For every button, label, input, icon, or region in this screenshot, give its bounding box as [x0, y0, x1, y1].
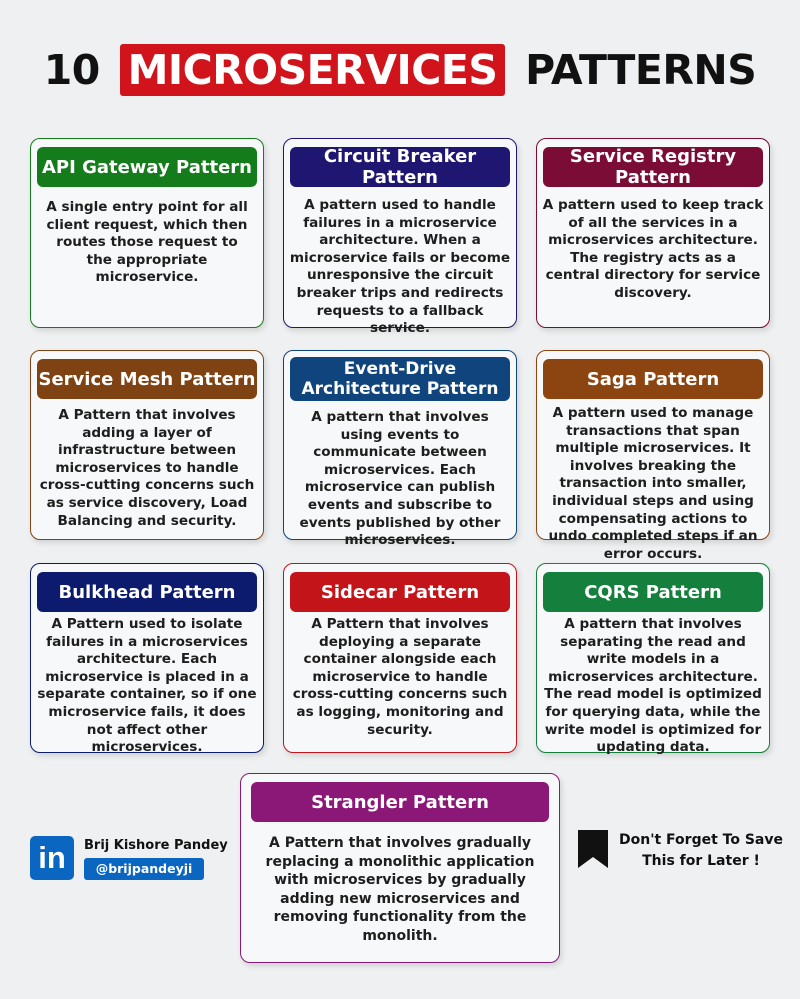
title-prefix: 10 — [43, 46, 100, 94]
card-description: A Pattern that involves deploying a separate container alongside each microservice to handle cross-cutting concerns such as logging, monitoring and security. — [292, 616, 508, 738]
card-event-driven — [283, 350, 517, 549]
card-description: A pattern used to handle failures in a microservice architecture. When a microservice fails or become unresponsive the circuit breaker trips and redirects requests to a fallback service. — [289, 197, 511, 337]
card-sidecar — [283, 563, 517, 753]
card-description: A Pattern that involves adding a layer of infrastructure between microservices to handle cross-cutting concerns such as service discovery, Load Balancing and security. — [39, 407, 255, 529]
card-description: A Pattern used to isolate failures in a microservices architecture. Each microservice is placed in a separate container, so if one microservice fails, it does not affect other microservices. — [37, 616, 257, 756]
card-strangler — [240, 773, 560, 963]
save-note: Don't Forget To Save This for Later ! — [619, 832, 783, 869]
card-description: A pattern used to keep track of all the services in a microservices architecture. The registry acts as a central directory for service discovery. — [542, 197, 764, 301]
title-highlight: MICROSERVICES — [120, 44, 506, 96]
card-description: A Pattern that involves gradually replacing a monolithic application with microservices by gradually adding new microservices and removing functionality from the monolith. — [265, 835, 535, 944]
card-title: Bulkhead Pattern — [37, 572, 257, 612]
card-cqrs — [536, 563, 770, 756]
author-handle[interactable]: @brijpandeyji — [84, 858, 204, 880]
card-title: Service Registry Pattern — [543, 147, 763, 187]
card-saga — [536, 350, 770, 562]
card-api-gateway — [30, 138, 264, 328]
card-circuit-breaker — [283, 138, 517, 337]
card-title: Event-Drive Architecture Pattern — [290, 357, 510, 401]
title-suffix: PATTERNS — [525, 46, 757, 94]
card-title: CQRS Pattern — [543, 572, 763, 612]
card-description: A pattern that involves using events to communicate between microservices. Each microservice can publish events and subscribe to events published by other microservices. — [299, 409, 501, 549]
card-service-registry — [536, 138, 770, 328]
linkedin-icon: in — [30, 836, 74, 880]
card-title: Sidecar Pattern — [290, 572, 510, 612]
author-name: Brij Kishore Pandey — [84, 838, 228, 853]
card-title: Strangler Pattern — [251, 782, 549, 822]
card-title: Saga Pattern — [543, 359, 763, 399]
page-title — [0, 44, 800, 96]
card-title: Circuit Breaker Pattern — [290, 147, 510, 187]
card-title: Service Mesh Pattern — [37, 359, 257, 399]
card-bulkhead — [30, 563, 264, 756]
card-description: A pattern that involves separating the read and write models in a microservices architecture. The read model is optimized for querying data, while the write model is optimized for updating data. — [544, 616, 762, 756]
card-description: A single entry point for all client request, which then routes those request to the appropriate microservice. — [46, 199, 248, 286]
card-description: A pattern used to manage transactions that span multiple microservices. It involves breaking the transaction into smaller, individual steps and using compensating actions to undo completed steps if an error occurs. — [548, 405, 758, 562]
bookmark-icon — [578, 830, 608, 868]
card-title: API Gateway Pattern — [37, 147, 257, 187]
card-service-mesh — [30, 350, 264, 540]
